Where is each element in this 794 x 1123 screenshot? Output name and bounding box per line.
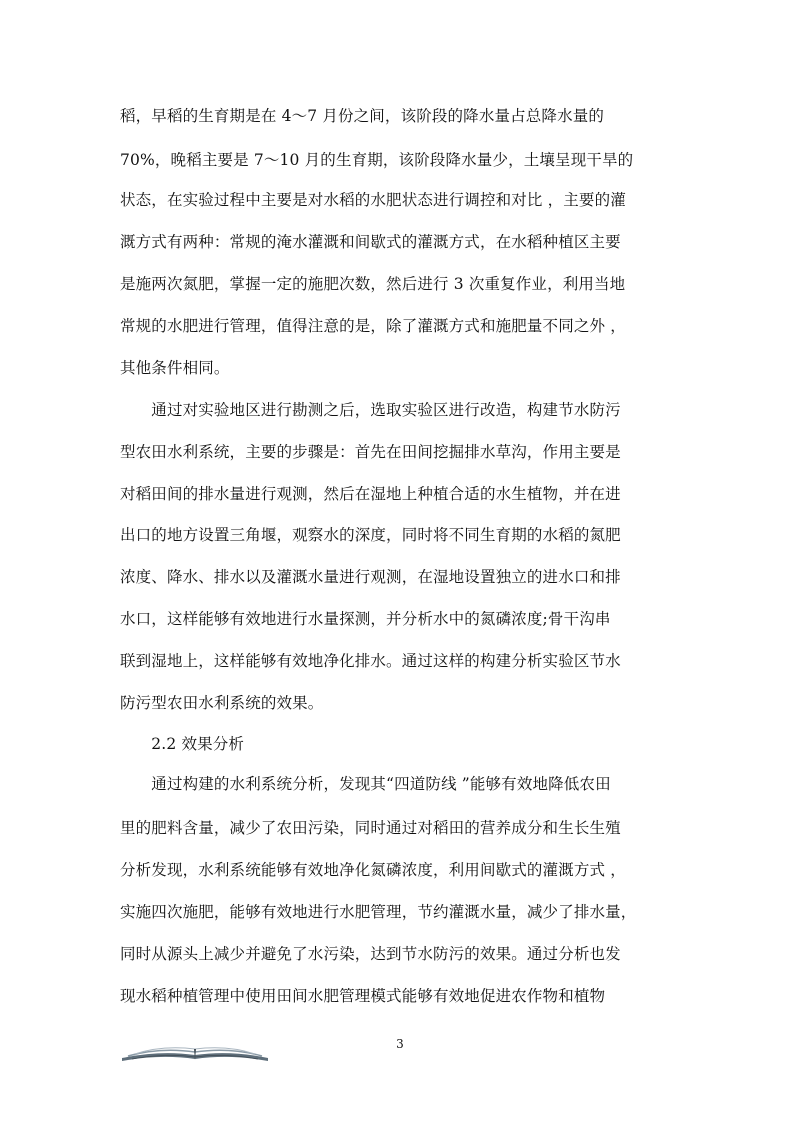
- text-line: 浓度、降水、排水以及灌溉水量进行观测，在湿地设置独立的进水口和排: [120, 568, 621, 586]
- text-line: 其他条件相同。: [120, 359, 230, 377]
- text-line: 同时从源头上减少并避免了水污染，达到节水防污的效果。通过分析也发: [120, 945, 621, 963]
- text-line: 出口的地方设置三角堰，观察水的深度，同时将不同生育期的水稻的氮肥: [120, 526, 621, 544]
- text-line: 分析发现，水利系统能够有效地净化氮磷浓度，利用间歇式的灌溉方式 ，: [120, 861, 626, 879]
- text-line: 是施两次氮肥，掌握一定的施肥次数，然后进行 3 次重复作业，利用当地: [120, 275, 626, 293]
- text-line: 联到湿地上，这样能够有效地净化排水。通过这样的构建分析实验区节水: [120, 652, 621, 670]
- text-line: 现水稻种植管理中使用田间水肥管理模式能够有效地促进农作物和植物: [120, 987, 606, 1005]
- text-line: 70%，晚稻主要是 7～10 月的生育期，该阶段降水量少，土壤呈现干旱的: [120, 151, 634, 169]
- open-book-icon: [120, 1040, 270, 1062]
- page-number: 3: [396, 1037, 404, 1051]
- text-line: 溉方式有两种：常规的淹水灌溉和间歇式的灌溉方式，在水稻种植区主要: [120, 233, 621, 251]
- text-line: 通过对实验地区进行勘测之后，选取实验区进行改造，构建节水防污: [120, 401, 621, 419]
- text-line: 型农田水利系统，主要的步骤是：首先在田间挖掘排水草沟，作用主要是: [120, 443, 621, 461]
- text-line: 常规的水肥进行管理，值得注意的是，除了灌溉方式和施肥量不同之外 ，: [120, 317, 626, 335]
- text-line: 实施四次施肥，能够有效地进行水肥管理，节约灌溉水量，减少了排水量，: [120, 903, 637, 921]
- text-line: 里的肥料含量，减少了农田污染，同时通过对稻田的营养成分和生长生殖: [120, 819, 621, 837]
- text-line: 防污型农田水利系统的效果。: [120, 694, 324, 712]
- text-line: 状态，在实验过程中主要是对水稻的水肥状态进行调控和对比 ，主要的灌: [120, 191, 626, 209]
- text-line: 稻，早稻的生育期是在 4～7 月份之间，该阶段的降水量占总降水量的: [120, 107, 605, 125]
- text-line: 通过构建的水利系统分析，发现其“四道防线 ”能够有效地降低农田: [120, 775, 611, 793]
- section-heading: 2.2 效果分析: [120, 735, 245, 753]
- text-line: 对稻田间的排水量进行观测，然后在湿地上种植合适的水生植物，并在进: [120, 485, 621, 503]
- text-line: 水口，这样能够有效地进行水量探测，并分析水中的氮磷浓度;骨干沟串: [120, 610, 611, 628]
